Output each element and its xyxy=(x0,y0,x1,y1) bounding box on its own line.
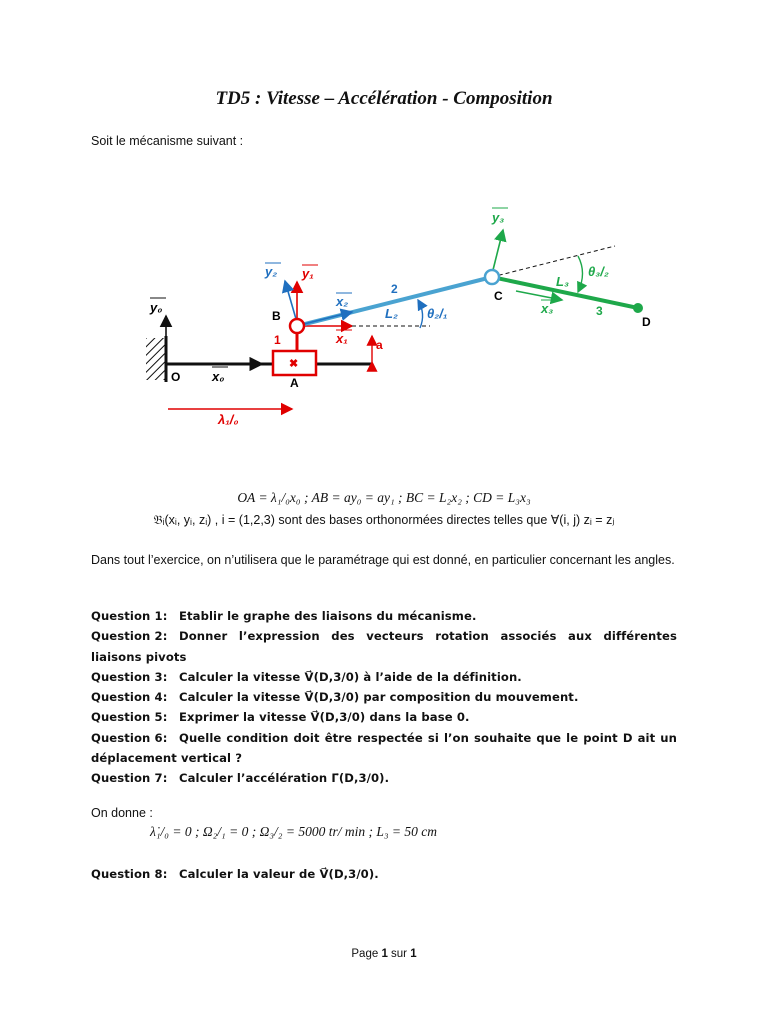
question-7: Question 7: Calculer l’accélération Γ⃗(D,3/0). xyxy=(91,771,390,786)
label-x2: x₂ xyxy=(336,294,349,309)
label-body-2: 2 xyxy=(391,282,398,296)
label-body-3: 3 xyxy=(596,304,603,318)
question-4: Question 4: Calculer la vitesse V⃗(D,3/0) par composition du mouvement. xyxy=(91,690,579,705)
label-L2: L₂ xyxy=(385,306,398,321)
page-title: TD5 : Vitesse – Accélération - Composition xyxy=(215,88,553,109)
label-A: A xyxy=(290,376,299,390)
label-x3: x₃ xyxy=(541,301,554,316)
pivot-B xyxy=(290,319,304,333)
instruction-paragraph: Dans tout l’exercice, on n’utilisera que le paramétrage qui est donné, en particulier concernant les angles. xyxy=(91,553,675,567)
x2-arrow xyxy=(304,312,352,324)
ground-hatch xyxy=(146,338,166,380)
label-lambda10: λ₁/₀ xyxy=(218,412,239,427)
label-a: a xyxy=(376,338,383,352)
label-theta21: θ₂/₁ xyxy=(427,306,448,321)
y3-arrow xyxy=(493,230,503,270)
question-6: Question 6: Quelle condition doit être respectée si l’on souhaite que le point D ait un déplacement vertical ? xyxy=(91,730,677,766)
label-x0: x₀ xyxy=(212,369,225,384)
intro-text: Soit le mécanisme suivant : xyxy=(91,134,244,148)
slider-center-icon: ✖ xyxy=(289,358,299,370)
question-3: Question 3: Calculer la vitesse V⃗(D,3/0) à l’aide de la définition. xyxy=(91,669,522,684)
theta21-arc xyxy=(418,300,423,328)
question-2: Question 2: Donner l’expression des vecteurs rotation associés aux différentes liaisons pivots xyxy=(91,629,677,664)
question-8: Question 8: Calculer la valeur de V⃗(D,3/0). xyxy=(91,867,379,881)
question-5: Question 5: Exprimer la vitesse V⃗(D,3/0) dans la base 0. xyxy=(91,710,470,725)
label-O: O xyxy=(171,370,181,384)
theta32-arc xyxy=(578,256,583,292)
label-theta32: θ₃/₂ xyxy=(588,264,609,279)
mechanism-diagram xyxy=(0,150,768,450)
label-y1: y₁ xyxy=(302,266,314,281)
label-D: D xyxy=(642,315,651,329)
label-B: B xyxy=(272,309,281,323)
question-1: Question 1: Etablir le graphe des liaisons du mécanisme. xyxy=(91,609,477,623)
label-L3: L₃ xyxy=(556,274,569,289)
given-heading: On donne : xyxy=(91,806,153,820)
given-values: λ̇₁/₀ = 0 ; Ω₂/₁ = 0 ; Ω₃/₂ = 5000 tr/ min ; L₃ = 50 cm xyxy=(150,824,438,839)
vector-definitions: OA = λ₁/₀x₀ ; AB = ay₀ = ay₁ ; BC = L₂x₂ ; CD = L₃x₃ xyxy=(237,490,531,505)
label-x1: x₁ xyxy=(336,331,348,346)
pivot-C xyxy=(485,270,499,284)
page-footer: Page 1 sur 1 xyxy=(351,948,417,960)
label-C: C xyxy=(494,289,503,303)
point-D xyxy=(633,303,643,313)
label-y2: y₂ xyxy=(265,264,278,279)
label-y3: y₃ xyxy=(492,210,505,225)
y2-arrow xyxy=(285,281,296,319)
basis-definition: 𝔅ᵢ(xᵢ, yᵢ, zᵢ) , i = (1,2,3) sont des bases orthonormées directes telles que ∀(i, j) zᵢ = zⱼ xyxy=(153,513,615,527)
question-list xyxy=(91,606,677,789)
label-y0: y₀ xyxy=(150,300,163,315)
label-body-1: 1 xyxy=(274,333,281,347)
